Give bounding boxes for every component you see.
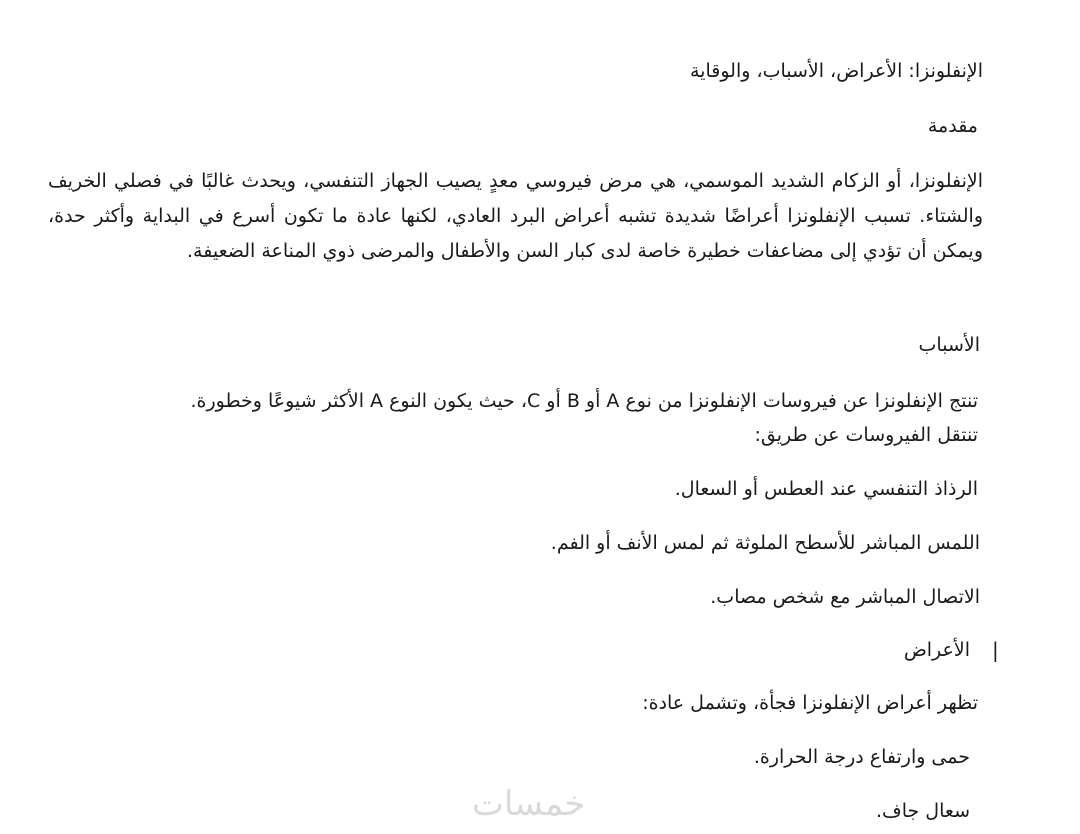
- causes-line-1: تنتج الإنفلونزا عن فيروسات الإنفلونزا من نوع A أو B أو C، حيث يكون النوع A الأكثر شيوعًا وخطورة.: [190, 390, 978, 412]
- intro-paragraph: الإنفلونزا، أو الزكام الشديد الموسمي، هي مرض فيروسي معدٍ يصيب الجهاز التنفسي، ويحدث غالبًا في فصلي الخريف والشتاء. تسبب الإنفلونزا أعراضًا شديدة تشبه أعراض البرد العادي، لكنها عادة ما تكون أسرع في البداية وأكثر حدة، ويمكن أن تؤدي إلى مضاعفات خطيرة خاصة لدى كبار السن والأطفال والمرضى ذوي المناعة الضعيفة.: [48, 170, 983, 262]
- causes-heading: الأسباب: [918, 334, 980, 356]
- intro-heading: مقدمة: [927, 115, 978, 137]
- symptoms-intro: تظهر أعراض الإنفلونزا فجأة، وتشمل عادة:: [642, 692, 978, 714]
- watermark-logo: خمسات: [472, 784, 586, 824]
- causes-item: اللمس المباشر للأسطح الملوثة ثم لمس الأنف أو الفم.: [550, 532, 980, 554]
- causes-item: الرذاذ التنفسي عند العطس أو السعال.: [674, 478, 978, 500]
- symptoms-heading: الأعراض: [903, 639, 970, 661]
- symptoms-item: حمى وارتفاع درجة الحرارة.: [753, 746, 970, 768]
- causes-item: الاتصال المباشر مع شخص مصاب.: [710, 586, 980, 608]
- symptoms-item: سعال جاف.: [876, 800, 970, 822]
- document-title: الإنفلونزا: الأعراض، الأسباب، والوقاية: [690, 60, 983, 82]
- causes-line-2: تنتقل الفيروسات عن طريق:: [754, 424, 978, 446]
- heading-marker-icon: |: [992, 638, 999, 662]
